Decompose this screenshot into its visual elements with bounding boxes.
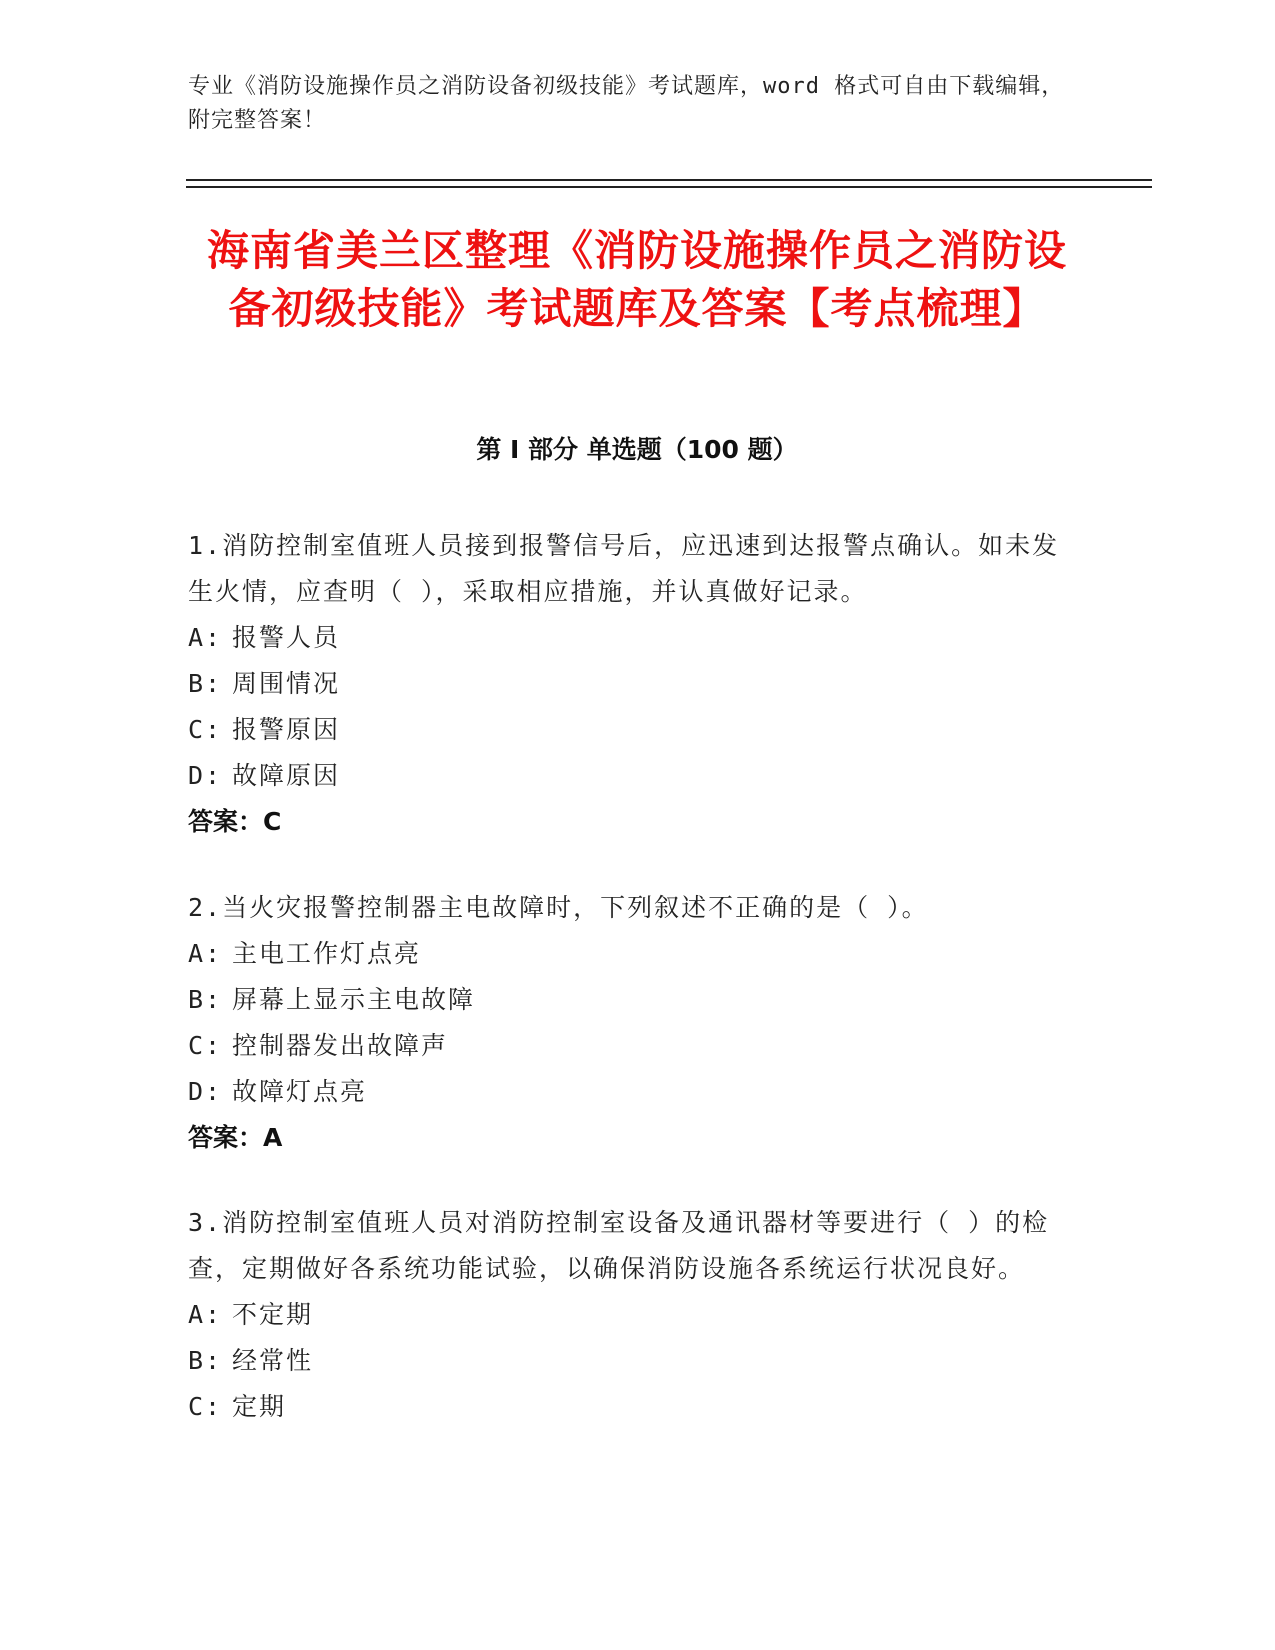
question-2 [188, 885, 1068, 1161]
option-text: 不定期 [232, 1300, 314, 1329]
question-stem: 3.消防控制室值班人员对消防控制室设备及通讯器材等要进行（ ）的检查，定期做好各系统功能试验，以确保消防设施各系统运行状况良好。 [188, 1208, 1050, 1283]
option-key: C: [188, 1392, 223, 1421]
option-text: 周围情况 [232, 669, 341, 698]
option-text: 屏幕上显示主电故障 [232, 985, 476, 1014]
option-key: C: [188, 1031, 223, 1060]
option-text: 控制器发出故障声 [232, 1031, 449, 1060]
option-key: A: [188, 1300, 223, 1329]
header-divider-thin [186, 186, 1152, 188]
option-text: 报警人员 [232, 623, 341, 652]
option-text: 定期 [232, 1392, 287, 1421]
option-a [188, 615, 1068, 661]
option-key: A: [188, 623, 223, 652]
option-a [188, 931, 1068, 977]
question-stem: 2.当火灾报警控制器主电故障时，下列叙述不正确的是（ ）。 [188, 893, 929, 922]
option-key: D: [188, 761, 223, 790]
question-3 [188, 1200, 1068, 1430]
section-title: 第 I 部分 单选题（100 题） [476, 435, 798, 464]
option-key: B: [188, 1346, 223, 1375]
option-text: 主电工作灯点亮 [232, 939, 422, 968]
option-b [188, 661, 1068, 707]
answer: 答案：C [188, 807, 282, 836]
option-b [188, 1338, 1068, 1384]
option-key: A: [188, 939, 223, 968]
option-text: 故障灯点亮 [232, 1077, 368, 1106]
option-key: B: [188, 985, 223, 1014]
question-stem: 1.消防控制室值班人员接到报警信号后，应迅速到达报警点确认。如未发生火情，应查明（ ），采取相应措施，并认真做好记录。 [188, 531, 1060, 606]
document-title: 海南省美兰区整理《消防设施操作员之消防设备初级技能》考试题库及答案【考点梳理】 [206, 226, 1067, 333]
option-c [188, 707, 1068, 753]
option-text: 经常性 [232, 1346, 314, 1375]
option-c [188, 1384, 1068, 1430]
option-d [188, 753, 1068, 799]
question-1 [188, 523, 1068, 845]
header-note: 专业《消防设施操作员之消防设备初级技能》考试题库，word 格式可自由下载编辑，附完整答案！ [188, 74, 1065, 133]
option-text: 报警原因 [232, 715, 341, 744]
option-key: D: [188, 1077, 223, 1106]
option-key: C: [188, 715, 223, 744]
answer: 答案：A [188, 1123, 283, 1152]
option-key: B: [188, 669, 223, 698]
option-d [188, 1069, 1068, 1115]
option-b [188, 977, 1068, 1023]
option-a [188, 1292, 1068, 1338]
header-divider-thick [186, 179, 1152, 181]
option-c [188, 1023, 1068, 1069]
option-text: 故障原因 [232, 761, 341, 790]
